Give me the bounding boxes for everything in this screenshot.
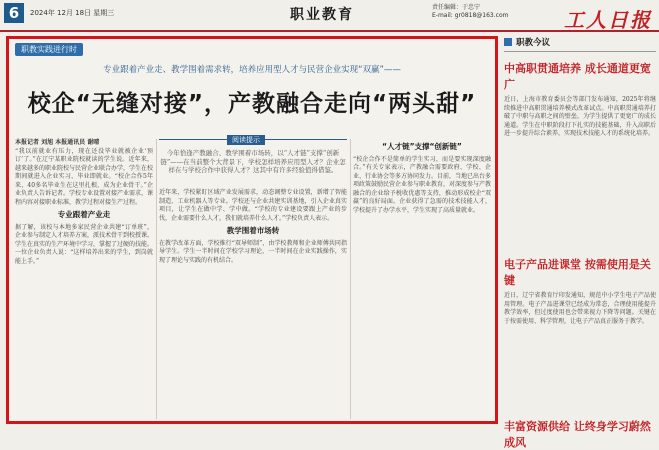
section-heading-2: 教学围着市场转 [226, 226, 280, 235]
sidebar-label: 职教今议 [504, 36, 656, 52]
article-column-3 [353, 139, 491, 419]
editor-info: 责任编辑：于忠宁 E-mail: gr0818@163.com [432, 4, 509, 19]
sidebar-headline-2[interactable]: 电子产品进课堂 按需使用是关键 [504, 258, 651, 287]
article-headline[interactable]: 校企“无缝对接”，产教融合走向“两头甜” [27, 91, 477, 117]
column-1-text: “我以前就业有压力，现在还没毕业就被企业‘预订’了。”在辽宁某职业院校就读的学生说。近年来，越来越多的职业院校与民营企业联合办学，学生在校期间就进入企业实习，毕业即就业。“校企合作5年来，40多名毕业生在这里扎根，成为企业骨干。”企业负责人告诉记者。学校专业设置对接产业需求，课程内容对接职业标准，教学过程对接生产过程。 [15, 147, 154, 206]
article-column-2 [159, 189, 347, 419]
sidebar-body-2: 近日，辽宁省教育厅印发通知，规范中小学生电子产品使用管理。电子产品进课堂已经成为常态，合理使用能提升教学效率，但过度使用也会带来视力下降等问题。关键在于按需使用、科学管理，让电子产品真正服务于教学。 [504, 292, 656, 325]
column-2-more: 在教学改革方面，学校推行“双导师制”，由学校教师和企业师傅共同指导学生。学生一半时间在学校学习理论，一半时间在企业实践操作，实现了理论与实践的有机结合。 [159, 239, 347, 264]
masthead [0, 0, 659, 32]
article-subhead: 专业跟着产业走、教学围着需求转，培养应用型人才与民营企业实现“双赢”—— [103, 65, 401, 75]
byline: 本报记者 刘旭 本报通讯员 谢晴 [15, 139, 100, 146]
sidebar-headline-3[interactable]: 丰富资源供给 让终身学习蔚然成风 [504, 420, 651, 449]
newspaper-logo: 工人日报 [564, 8, 652, 32]
column-3-text: “校企合作不是简单的学生实习，而是要实现深度融合。”有关专家表示，产教融合需要政府、学校、企业、行业协会等多方协同发力。目前，当地已出台多项政策鼓励民营企业参与职业教育，对深度参与产教融合的企业给予税收优惠等支持，推动形成校企“双赢”的良好局面。企业获得了急需的技术技能人才，学校提升了办学水平，学生实现了高质量就业。 [353, 155, 492, 214]
page-number: 6 [4, 3, 24, 23]
column-label: 职教实践进行时 [15, 43, 83, 56]
column-divider [156, 139, 157, 419]
section-heading-1: 专业跟着产业走 [57, 210, 111, 219]
square-bullet-icon [504, 38, 512, 46]
column-divider [350, 139, 351, 419]
issue-date: 2024年 12月 18日 星期三 [30, 9, 115, 17]
pullquote-text: 今年恰逢产教融合、教学围着市场转，以“人才链”支撑“创新链”——在当前整个大背景下，学校怎样培养应用型人才？企业怎样在与学校合作中获得人才？这其中有许多经验值得借鉴。 [160, 149, 346, 174]
sidebar-headline-1[interactable]: 中高职贯通培养 成长通道更宽广 [504, 62, 651, 91]
sidebar-body-1: 近日，上海市教育委员会等部门发布通知，2025年将继续推进中高职贯通培养模式改革试点。中高职贯通培养打破了中职与高职之间的壁垒，为学生提供了更宽广的成长通道。学生在中职阶段打下扎实的技能基础，升入高职后进一步提升综合素养，实现技术技能人才的系统化培养。 [504, 96, 656, 137]
sidebar [504, 36, 656, 449]
section-title: 职业教育 [290, 7, 354, 23]
pullquote-label: 阅读提示 [227, 135, 265, 145]
section-heading-3: “人才链”支撑“创新链” [382, 142, 462, 151]
column-1-more: 据了解，该校与本地多家民营企业共建“订单班”，企业参与制定人才培养方案，派技术骨干到校授课。学生在真实的生产环境中学习，掌握了过硬的技能。一位企业负责人说：“这样培养出来的学生，到岗就能上手。” [15, 223, 154, 265]
column-2-text: 近年来，学校紧盯区域产业发展需求，动态调整专业设置，新增了智能制造、工业机器人等专业。学校还与企业共建实训基地，引入企业真实项目，让学生在做中学、学中做。“学校的专业建设要跟上产业的步伐，企业需要什么人才，我们就培养什么人才。”学校负责人表示。 [159, 189, 347, 222]
article-column-1 [15, 139, 153, 419]
featured-article[interactable] [6, 36, 498, 424]
